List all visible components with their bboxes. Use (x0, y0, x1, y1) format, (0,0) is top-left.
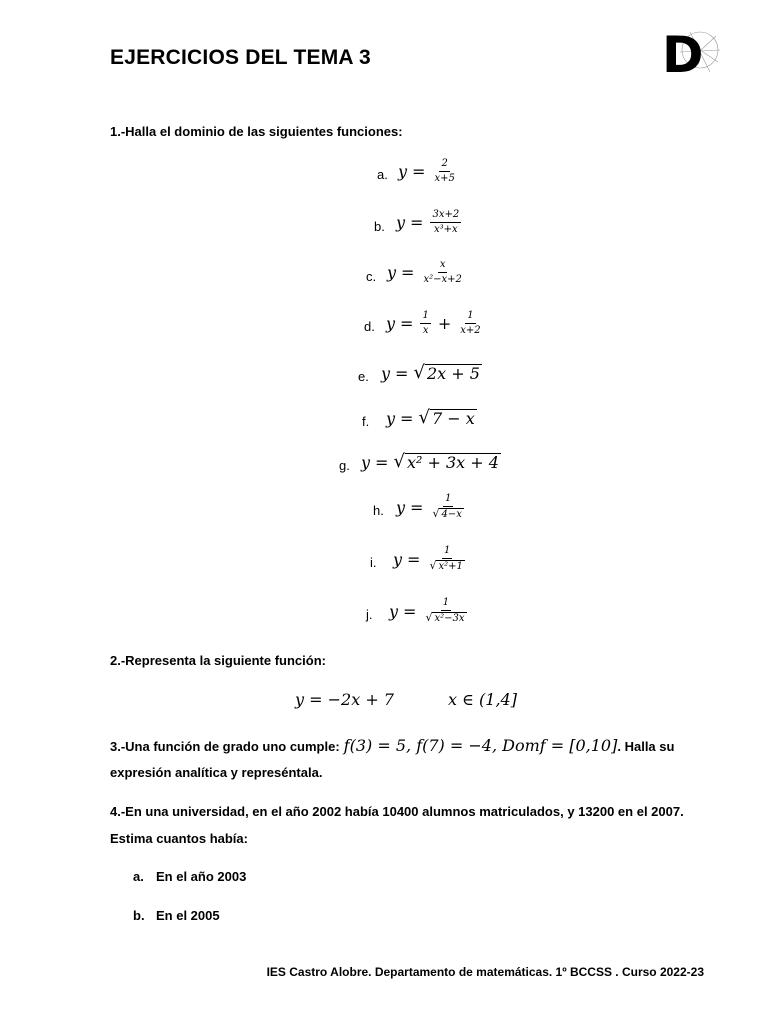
item-label: d. (364, 319, 375, 334)
item-label: b. (374, 219, 385, 234)
item-label: j. (366, 607, 373, 622)
equation: y = $\frac{x}{\text{x²−x+2}}$ (387, 259, 462, 285)
item-h (0, 491, 768, 531)
sub-item-text: En el 2005 (156, 908, 220, 923)
item-label: g. (339, 458, 350, 473)
item-g (0, 447, 768, 487)
question-2-domain: x ∈ (1,4] (448, 690, 517, 709)
question-2-equation: y = −2x + 7 (295, 690, 394, 709)
item-e (0, 358, 768, 398)
item-label: f. (362, 414, 370, 429)
equation: y = 1 √ x²+1 (393, 545, 463, 572)
item-label: h. (373, 503, 384, 518)
item-i (0, 543, 768, 583)
school-logo (660, 28, 722, 76)
item-j (0, 595, 768, 635)
svg-text:D: D (662, 28, 704, 76)
item-label: i. (370, 555, 377, 570)
item-d (0, 308, 768, 348)
item-a (0, 156, 768, 196)
item-f (0, 403, 768, 443)
question-3-math: f(3) = 5, f(7) = −4, Domf = [0,10] (343, 736, 618, 755)
page-footer: IES Castro Alobre. Departamento de matemáticas. 1º BCCSS . Curso 2022-23 (266, 965, 704, 979)
sub-item-text: En el año 2003 (156, 869, 247, 884)
equation: y = √ 7 − x (386, 407, 475, 428)
equation: y = 1 √ 4−x (396, 493, 462, 520)
equation: y = √ 2x + 5 (381, 362, 480, 383)
question-4-heading: 4.-En una universidad, en el año 2002 había 10400 alumnos matriculados, y 13200 en el 2007. (110, 804, 684, 819)
page-title: EJERCICIOS DEL TEMA 3 (110, 46, 371, 69)
item-c (0, 257, 768, 297)
sub-item-label: a. (133, 869, 144, 884)
question-2-heading: 2.-Representa la siguiente función: (110, 653, 326, 668)
sub-item-label: b. (133, 908, 145, 923)
question-3-line2: expresión analítica y represéntala. (110, 765, 323, 780)
question-3-heading: 3.-Una función de grado uno cumple: f(3) = 5, f(7) = −4, Domf = [0,10] . Halla su (110, 736, 675, 755)
equation: y = $\frac{2}{x+5}$ (398, 158, 455, 184)
question-4-line2: Estima cuantos había: (110, 831, 248, 846)
equation: y = $\frac{3x+2}{\text{x³+x}}$ (396, 209, 460, 235)
question-1-heading: 1.-Halla el dominio de las siguientes funciones: (110, 124, 403, 139)
equation: y = 1 √ x²−3x (389, 597, 465, 624)
item-label: c. (366, 269, 377, 284)
equation: y = $\frac{1}{x}$ + $\frac{1}{x+2}$ (386, 310, 481, 336)
item-label: e. (358, 369, 369, 384)
item-label: a. (377, 167, 388, 182)
equation: y = √ x² + 3x + 4 (361, 451, 499, 472)
item-b (0, 207, 768, 247)
